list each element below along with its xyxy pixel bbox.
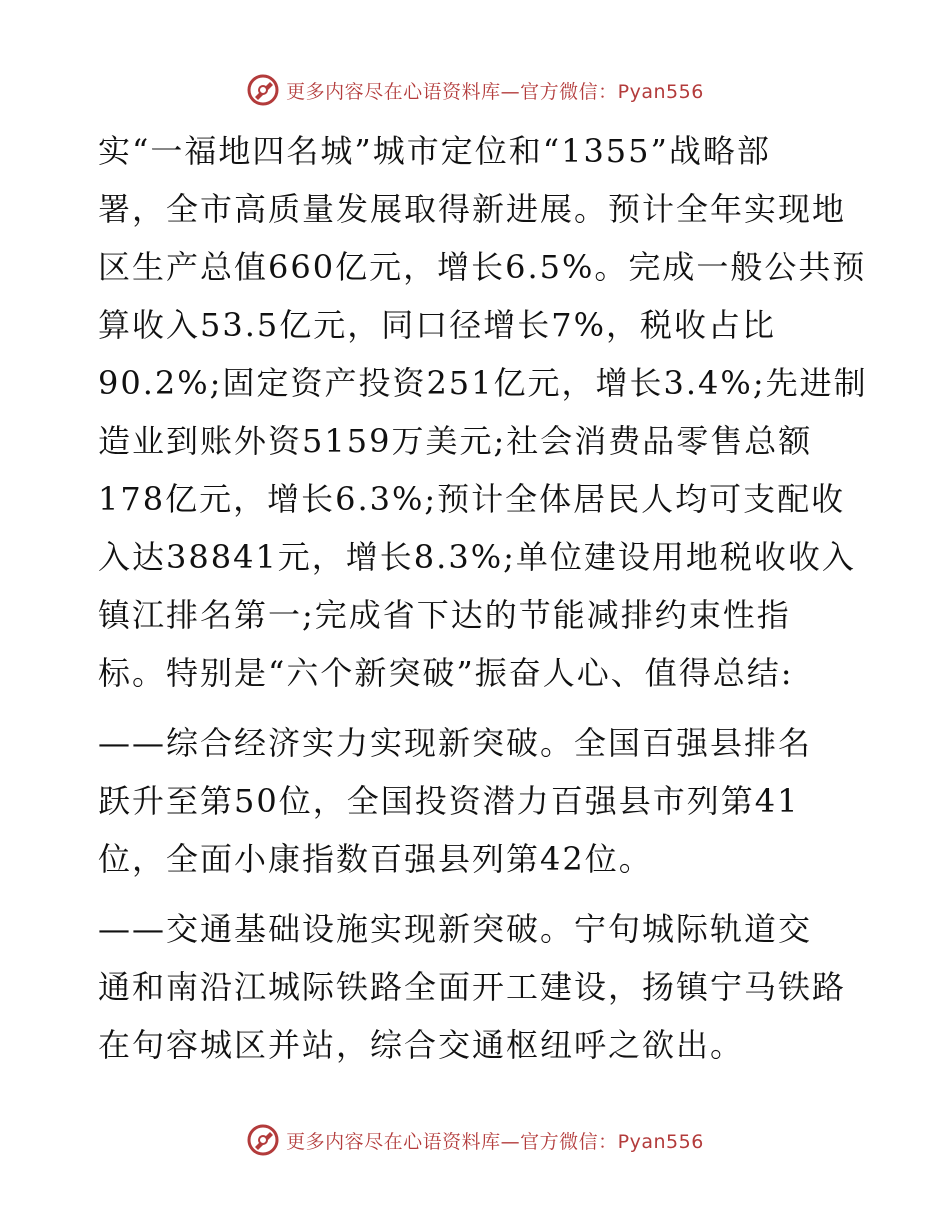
watermark-header — [0, 68, 950, 112]
text-line: 90.2%;固定资产投资251亿元，增长3.4%;先进制 — [98, 364, 868, 402]
document-body — [98, 122, 868, 1074]
watermark-footer — [0, 1118, 950, 1162]
text-line: 位，全面小康指数百强县列第42位。 — [98, 840, 653, 878]
text-line: 镇江排名第一;完成省下达的节能减排约束性指 — [98, 596, 791, 634]
text-line: ——交通基础设施实现新突破。宁句城际轨道交 — [98, 910, 813, 948]
text-line: 178亿元，增长6.3%;预计全体居民人均可支配收 — [98, 480, 846, 518]
seal-logo-icon — [246, 1123, 280, 1157]
paragraph-1 — [98, 122, 868, 702]
text-line: 在句容城区并站，综合交通枢纽呼之欲出。 — [98, 1026, 745, 1064]
text-line: 通和南沿江城际铁路全面开工建设，扬镇宁马铁路 — [98, 968, 847, 1006]
text-line: 实“一福地四名城”城市定位和“1355”战略部 — [98, 132, 771, 170]
text-line: ——综合经济实力实现新突破。全国百强县排名 — [98, 724, 813, 762]
text-line: 入达38841元，增长8.3%;单位建设用地税收收入 — [98, 538, 856, 576]
text-line: 造业到账外资5159万美元;社会消费品零售总额 — [98, 422, 813, 460]
watermark-text: 更多内容尽在心语资料库—官方微信：Pyan556 — [286, 1130, 704, 1153]
paragraph-2 — [98, 714, 858, 888]
text-line: 标。特别是“六个新突破”振奋人心、值得总结: — [98, 654, 794, 692]
text-line: 跃升至第50位，全国投资潜力百强县市列第41 — [98, 782, 800, 820]
text-line: 区生产总值660亿元，增长6.5%。完成一般公共预 — [98, 248, 867, 286]
text-line: 署，全市高质量发展取得新进展。预计全年实现地 — [98, 190, 847, 228]
seal-logo-icon — [246, 73, 280, 107]
paragraph-gap — [98, 888, 858, 900]
text-line: 算收入53.5亿元，同口径增长7%，税收占比 — [98, 306, 777, 344]
paragraph-gap — [98, 702, 858, 714]
watermark-text: 更多内容尽在心语资料库—官方微信：Pyan556 — [286, 80, 704, 103]
paragraph-3 — [98, 900, 858, 1074]
